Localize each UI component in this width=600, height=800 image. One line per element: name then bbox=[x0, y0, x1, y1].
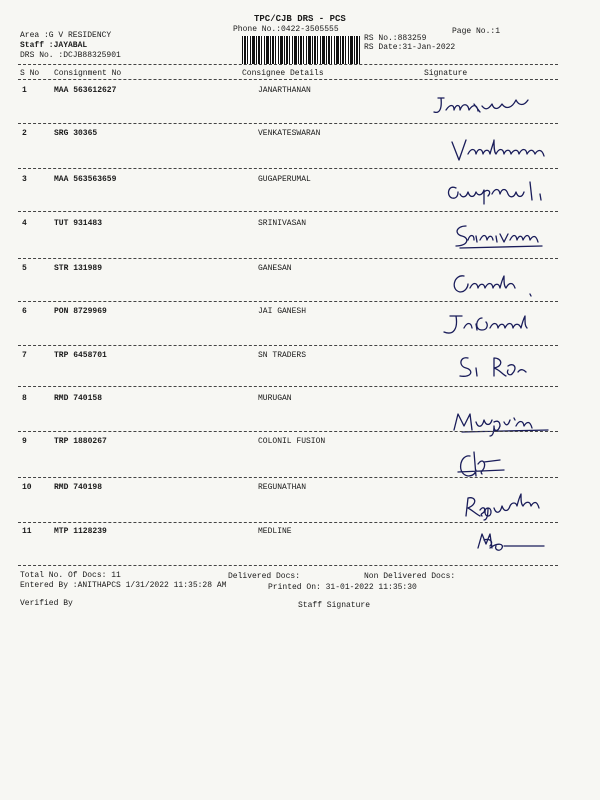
column-header-consignment: Consignment No bbox=[54, 69, 122, 78]
row-divider bbox=[18, 211, 558, 212]
signature-image bbox=[444, 178, 560, 208]
page-number: Page No.:1 bbox=[452, 27, 501, 36]
signature-image bbox=[456, 352, 546, 384]
staff-signature: Staff Signature bbox=[298, 601, 371, 610]
signature-image bbox=[450, 270, 550, 300]
row-sno: 6 bbox=[22, 307, 27, 316]
printed-on: Printed On: 31-01-2022 11:35:30 bbox=[268, 583, 417, 592]
column-header-signature: Signature bbox=[424, 69, 468, 78]
consignment-number: RMD 740158 bbox=[54, 394, 103, 403]
consignment-number: MTP 1128239 bbox=[54, 527, 107, 536]
row-divider bbox=[18, 565, 558, 566]
consignee-name: MEDLINE bbox=[258, 527, 292, 536]
row-sno: 8 bbox=[22, 394, 27, 403]
signature-image bbox=[454, 448, 514, 480]
row-sno: 3 bbox=[22, 175, 27, 184]
divider bbox=[18, 79, 558, 80]
row-divider bbox=[18, 522, 558, 523]
consignee-name: SN TRADERS bbox=[258, 351, 307, 360]
row-sno: 11 bbox=[22, 527, 32, 536]
consignment-number: RMD 740198 bbox=[54, 483, 103, 492]
column-header-sno: S No bbox=[20, 69, 40, 78]
row-divider bbox=[18, 345, 558, 346]
signature-image bbox=[474, 528, 548, 554]
staff-label: Staff :JAYABAL bbox=[20, 41, 88, 50]
row-sno: 2 bbox=[22, 129, 27, 138]
row-sno: 7 bbox=[22, 351, 27, 360]
consignee-name: MURUGAN bbox=[258, 394, 292, 403]
row-divider bbox=[18, 123, 558, 124]
signature-image bbox=[462, 492, 558, 522]
consignment-number: MAA 563563659 bbox=[54, 175, 117, 184]
barcode bbox=[242, 36, 360, 64]
drs-number: DRS No. :DCJB88325901 bbox=[20, 51, 121, 60]
signature-image bbox=[450, 136, 566, 166]
phone-number: Phone No.:0422-3505555 bbox=[233, 25, 339, 34]
rs-number: RS No.:883259 bbox=[364, 34, 427, 43]
consignee-name: REGUNATHAN bbox=[258, 483, 307, 492]
consignment-number: TRP 6458701 bbox=[54, 351, 107, 360]
consignment-number: SRG 30365 bbox=[54, 129, 98, 138]
column-header-consignee: Consignee Details bbox=[242, 69, 324, 78]
non-delivered-docs: Non Delivered Docs: bbox=[364, 572, 456, 581]
consignee-name: COLONIL FUSION bbox=[258, 437, 326, 446]
consignee-name: JANARTHANAN bbox=[258, 86, 311, 95]
row-divider bbox=[18, 477, 558, 478]
row-divider bbox=[18, 386, 558, 387]
entered-by: Entered By :ANITHAPCS 1/31/2022 11:35:28 AM bbox=[20, 581, 227, 590]
signature-image bbox=[452, 222, 552, 252]
signature-image bbox=[440, 310, 550, 340]
total-docs: Total No. Of Docs: 11 bbox=[20, 571, 121, 580]
consignee-name: GUGAPERUMAL bbox=[258, 175, 311, 184]
row-sno: 1 bbox=[22, 86, 27, 95]
consignment-number: PON 8729969 bbox=[54, 307, 107, 316]
consignee-name: GANESAN bbox=[258, 264, 292, 273]
consignment-number: MAA 563612627 bbox=[54, 86, 117, 95]
row-divider bbox=[18, 301, 558, 302]
consignment-number: TUT 931483 bbox=[54, 219, 103, 228]
consignee-name: SRINIVASAN bbox=[258, 219, 307, 228]
area-label: Area :G V RESIDENCY bbox=[20, 31, 112, 40]
row-sno: 10 bbox=[22, 483, 32, 492]
row-divider bbox=[18, 431, 558, 432]
signature-image bbox=[432, 92, 552, 122]
document-title: TPC/CJB DRS - PCS bbox=[254, 14, 346, 24]
row-divider bbox=[18, 168, 558, 169]
delivered-docs: Delivered Docs: bbox=[228, 572, 301, 581]
consignment-number: TRP 1880267 bbox=[54, 437, 107, 446]
consignment-number: STR 131989 bbox=[54, 264, 103, 273]
row-divider bbox=[18, 258, 558, 259]
row-sno: 9 bbox=[22, 437, 27, 446]
consignee-name: VENKATESWARAN bbox=[258, 129, 321, 138]
row-sno: 4 bbox=[22, 219, 27, 228]
signature-image bbox=[452, 408, 552, 438]
verified-by: Verified By bbox=[20, 599, 73, 608]
rs-date: RS Date:31-Jan-2022 bbox=[364, 43, 456, 52]
divider bbox=[18, 64, 558, 65]
consignee-name: JAI GANESH bbox=[258, 307, 307, 316]
row-sno: 5 bbox=[22, 264, 27, 273]
